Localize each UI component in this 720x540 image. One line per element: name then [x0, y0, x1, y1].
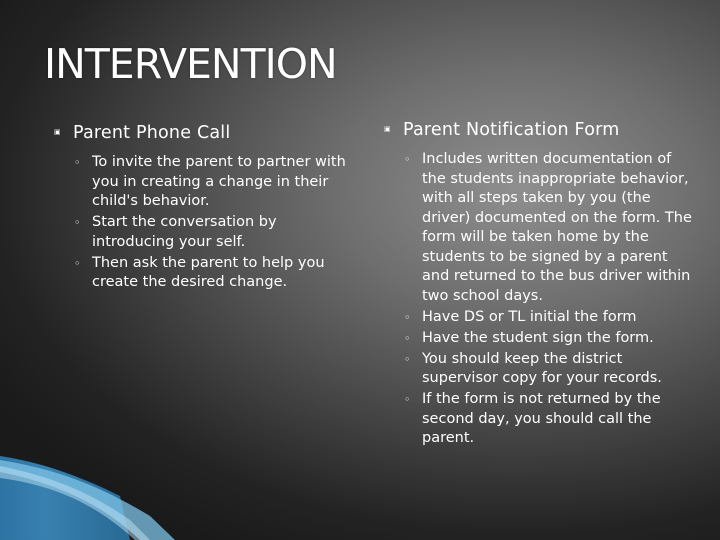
list-item [403, 308, 694, 328]
slide-title: INTERVENTION [44, 40, 337, 88]
list-item-text: If the form is not returned by the second day, you should call the parent. [422, 391, 661, 446]
list-item [403, 150, 694, 306]
list-item-text: Start the conversation by introducing your self. [92, 214, 277, 250]
list-item-text: Includes written documentation of the students inappropriate behavior, with all steps taken by you (the driver) documented on the form. The form will be taken home by the students to be signed by a parent and returned to the bus driver within two school days. [422, 151, 692, 304]
right-bullet-row [384, 118, 694, 449]
list-item [403, 390, 694, 449]
square-bullet-icon: ▣ [384, 125, 391, 133]
list-item [73, 153, 354, 212]
list-item-text: Then ask the parent to help you create the desired change. [92, 254, 325, 290]
left-heading: Parent Phone Call [73, 123, 231, 143]
ring-bullet-icon: ◦ [74, 256, 81, 270]
right-sub-list [403, 150, 694, 449]
left-sub-list [73, 153, 354, 293]
list-item [73, 254, 354, 293]
square-bullet-icon: ▣ [54, 128, 61, 136]
right-column [384, 118, 694, 450]
ring-bullet-icon: ◦ [404, 331, 411, 345]
list-item-text: To invite the parent to partner with you in creating a change in their child's behavior. [92, 154, 346, 209]
left-column [54, 121, 354, 294]
ring-bullet-icon: ◦ [74, 156, 81, 169]
ring-bullet-icon: ◦ [404, 352, 411, 366]
ring-bullet-icon: ◦ [404, 393, 411, 406]
ring-bullet-icon: ◦ [404, 153, 411, 166]
list-item [403, 329, 694, 349]
left-bullet-row [54, 121, 354, 293]
right-heading: Parent Notification Form [403, 120, 620, 140]
list-item [403, 350, 694, 389]
ring-bullet-icon: ◦ [404, 310, 411, 324]
list-item-text: Have DS or TL initial the form [422, 308, 637, 325]
ring-bullet-icon: ◦ [74, 216, 81, 229]
list-item-text: You should keep the district supervisor copy for your records. [422, 350, 662, 386]
list-item [73, 213, 354, 252]
list-item-text: Have the student sign the form. [422, 329, 654, 346]
decorative-blue-stripe [0, 456, 720, 540]
